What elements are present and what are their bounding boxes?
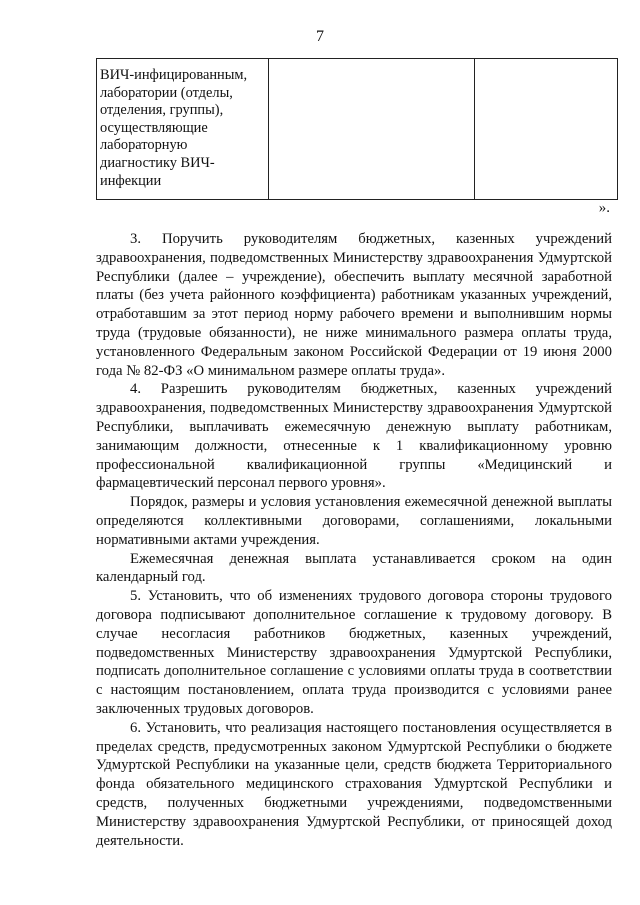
table-cell-line: ВИЧ-инфицированным, — [100, 67, 248, 83]
table-cell-line: инфекции — [100, 172, 162, 189]
table-cell-empty — [269, 59, 475, 199]
closing-quote: ». — [598, 200, 610, 216]
table-cell-empty — [475, 59, 617, 199]
paragraph-5: 5. Установить, что об изменениях трудового договора стороны трудового договора подписывают дополнительное соглашение к трудовому договору. В случае несогласия работников бюджетных, казенных учреждений, подведомственных Министерству здравоохранения Удмуртской Республики, подписать дополнительное соглашение с условиями оплаты труда в соответствии с настоящим постановлением, оплата труда производится с условиями ранее заключенных трудовых договоров. — [96, 588, 612, 717]
page-number: 7 — [316, 28, 324, 45]
table-cell-line: лабораторную — [100, 137, 188, 154]
table-cell-line: диагностику ВИЧ- — [100, 154, 215, 171]
paragraph-6: 6. Установить, что реализация настоящего постановления осуществляется в пределах средств, предусмотренных законом Удмуртской Республики о бюджете Удмуртской Республики на указанные цели, средств бюджета Территориального фонда обязательного медицинского страхования Удмуртской Республики и средств, полученных бюджетными учреждениями, подведомственными Министерству здравоохранения Удмуртской Республики, от приносящей доход деятельности. — [96, 719, 612, 849]
continuation-table — [96, 58, 618, 200]
paragraph-4: 4. Разрешить руководителям бюджетных, казенных учреждений здравоохранения, подведомственных Министерству здравоохранения Удмуртской Республики, выплачивать ежемесячную денежную выплату работникам, занимающим должности, отнесенные к 1 квалификационному уровню профессиональной квалификационной группы «Медицинский и фармацевтический персонал первого уровня». — [96, 381, 612, 492]
paragraph-4-term: Ежемесячная денежная выплата устанавливается сроком на один календарный год. — [96, 550, 612, 586]
table-cell-line: отделения, группы), — [100, 102, 224, 119]
table-cell-category — [97, 59, 269, 199]
document-body — [96, 230, 612, 850]
table-cell-line: осуществляющие — [100, 119, 208, 136]
paragraph-3: 3. Поручить руководителям бюджетных, казенных учреждений здравоохранения, подведомственных Министерству здравоохранения Удмуртской Республики (далее – учреждение), обеспечить выплату месячной заработной платы (без учета районного коэффициента) работникам указанных учреждений, отработавшим за этот период норму рабочего времени и выполнившим нормы труда (трудовые обязанности), не ниже минимального размера оплаты труда, установленного Федеральным законом Российской Федерации от 19 июня 2000 года № 82-ФЗ «О минимальном размере оплаты труда». — [96, 231, 612, 379]
table-cell-line: лаборатории (отделы, — [100, 84, 233, 101]
paragraph-4-procedure: Порядок, размеры и условия установления ежемесячной денежной выплаты определяются коллективными договорами, соглашениями, локальными нормативными актами учреждения. — [96, 494, 612, 548]
